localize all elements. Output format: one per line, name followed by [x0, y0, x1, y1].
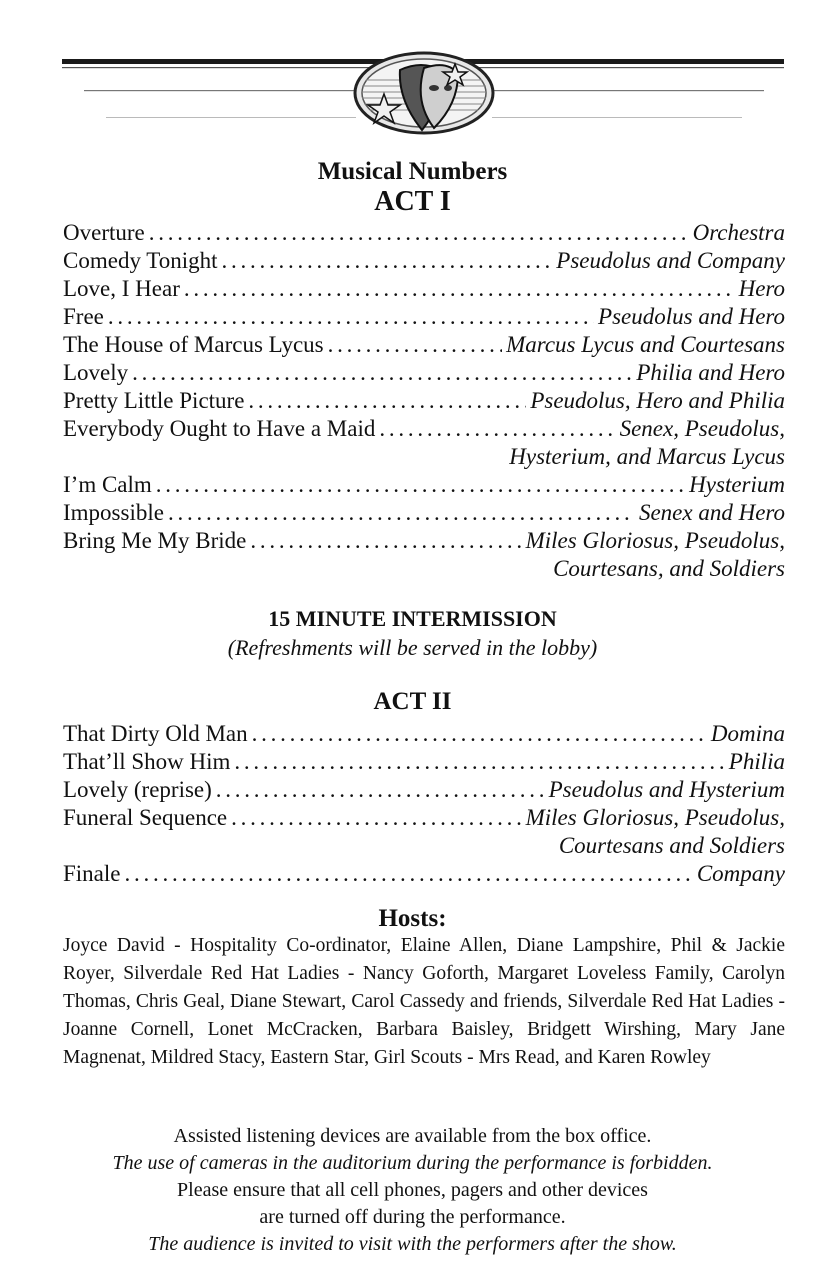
musical-number-row — [63, 247, 785, 275]
performers: Pseudolus, Hero and Philia — [530, 388, 785, 413]
performers: Senex, Pseudolus, — [619, 416, 785, 441]
song-title: Overture — [63, 220, 145, 245]
song-title: Lovely — [63, 360, 129, 385]
musical-number-row — [63, 748, 785, 776]
performers: Pseudolus and Hero — [598, 304, 785, 329]
act2-list — [63, 720, 785, 888]
dot-leader — [379, 415, 615, 443]
act1-list — [63, 219, 785, 583]
musical-number-row — [63, 415, 785, 443]
performers: Orchestra — [692, 220, 785, 245]
performers-continued: Hysterium, and Marcus Lycus — [509, 444, 785, 469]
note-cameras: The use of cameras in the auditorium during the performance is forbidden. — [112, 1152, 713, 1174]
dot-leader — [252, 720, 707, 748]
dot-leader — [184, 275, 735, 303]
performers: Miles Gloriosus, Pseudolus, — [525, 805, 785, 830]
musical-number-row — [63, 331, 785, 359]
musical-number-row — [63, 359, 785, 387]
song-title: I’m Calm — [63, 472, 152, 497]
dot-leader — [250, 527, 521, 555]
musical-number-row — [63, 303, 785, 331]
musical-number-row — [63, 860, 785, 888]
page-title: Musical Numbers — [317, 158, 508, 185]
performers: Philia — [728, 749, 785, 774]
song-title: Love, I Hear — [63, 276, 180, 301]
musical-number-row-continued — [63, 555, 785, 583]
note-listening-devices: Assisted listening devices are available from the box office. — [173, 1125, 652, 1147]
musical-number-row — [63, 471, 785, 499]
song-title: Funeral Sequence — [63, 805, 228, 830]
dot-leader — [328, 331, 502, 359]
dot-leader — [234, 748, 724, 776]
musical-number-row-continued — [63, 443, 785, 471]
musical-number-row-continued — [63, 832, 785, 860]
performers-continued: Courtesans, and Soldiers — [553, 556, 785, 581]
performers: Miles Gloriosus, Pseudolus, — [525, 528, 785, 553]
hosts-text: Joyce David - Hospitality Co-ordinator, Elaine Allen, Diane Lampshire, Phil & Jackie Royer, Silverdale Red Hat Ladies - Nancy Goforth, Margaret Loveless Family, Carolyn Thomas, Chris Geal, Diane Stewart, Carol Cassedy and friends, Silverdale Red Hat Ladies - Joanne Cornell, Lonet McCracken, Barbara Baisley, Bridgett Wirshing, Mary Jane Magnenat, Mildred Stacy, Eastern Star, Girl Scouts - Mrs Read, and Karen Rowley — [63, 935, 785, 1068]
dot-leader — [248, 387, 526, 415]
dot-leader — [132, 359, 632, 387]
hosts-heading: Hosts: — [378, 905, 447, 932]
act1-heading: ACT I — [374, 186, 451, 217]
act2-heading: ACT II — [373, 688, 452, 715]
musical-number-row — [63, 219, 785, 247]
musical-number-row — [63, 804, 785, 832]
song-title: Lovely (reprise) — [63, 777, 212, 802]
musical-number-row — [63, 527, 785, 555]
song-title: That Dirty Old Man — [63, 721, 248, 746]
dot-leader — [156, 471, 685, 499]
musical-number-row — [63, 499, 785, 527]
dot-leader — [231, 804, 521, 832]
note-visit-performers: The audience is invited to visit with the performers after the show. — [148, 1233, 677, 1255]
dot-leader — [216, 776, 545, 804]
musical-number-row — [63, 720, 785, 748]
performers: Domina — [710, 721, 785, 746]
performers: Senex and Hero — [638, 500, 785, 525]
intermission-subtitle: (Refreshments will be served in the lobby) — [227, 635, 598, 660]
dot-leader — [125, 860, 693, 888]
dot-leader — [108, 303, 594, 331]
song-title: Everybody Ought to Have a Maid — [63, 416, 376, 441]
dot-leader — [222, 247, 553, 275]
dot-leader — [168, 499, 635, 527]
song-title: Free — [63, 304, 104, 329]
musical-number-row — [63, 387, 785, 415]
audience-notes — [0, 1123, 825, 1258]
song-title: Bring Me My Bride — [63, 528, 247, 553]
performers: Philia and Hero — [636, 360, 785, 385]
note-phones-cont: are turned off during the performance. — [259, 1206, 566, 1228]
song-title: Comedy Tonight — [63, 248, 218, 273]
musical-number-row — [63, 776, 785, 804]
performers: Pseudolus and Hysterium — [548, 777, 785, 802]
performers: Hysterium — [689, 472, 785, 497]
note-phones: Please ensure that all cell phones, pagers and other devices — [177, 1179, 648, 1201]
song-title: That’ll Show Him — [63, 749, 231, 774]
theater-masks-stars-emblem-icon — [62, 50, 784, 150]
performers: Hero — [738, 276, 785, 301]
performers: Pseudolus and Company — [556, 248, 785, 273]
song-title: Pretty Little Picture — [63, 388, 245, 413]
song-title: Impossible — [63, 500, 164, 525]
performers: Company — [696, 861, 785, 886]
header-ornament — [62, 50, 784, 150]
dot-leader — [149, 219, 689, 247]
intermission-heading: 15 MINUTE INTERMISSION — [268, 606, 557, 631]
song-title: The House of Marcus Lycus — [63, 332, 324, 357]
performers: Marcus Lycus and Courtesans — [506, 332, 785, 357]
song-title: Finale — [63, 861, 121, 886]
performers-continued: Courtesans and Soldiers — [558, 833, 785, 858]
musical-number-row — [63, 275, 785, 303]
